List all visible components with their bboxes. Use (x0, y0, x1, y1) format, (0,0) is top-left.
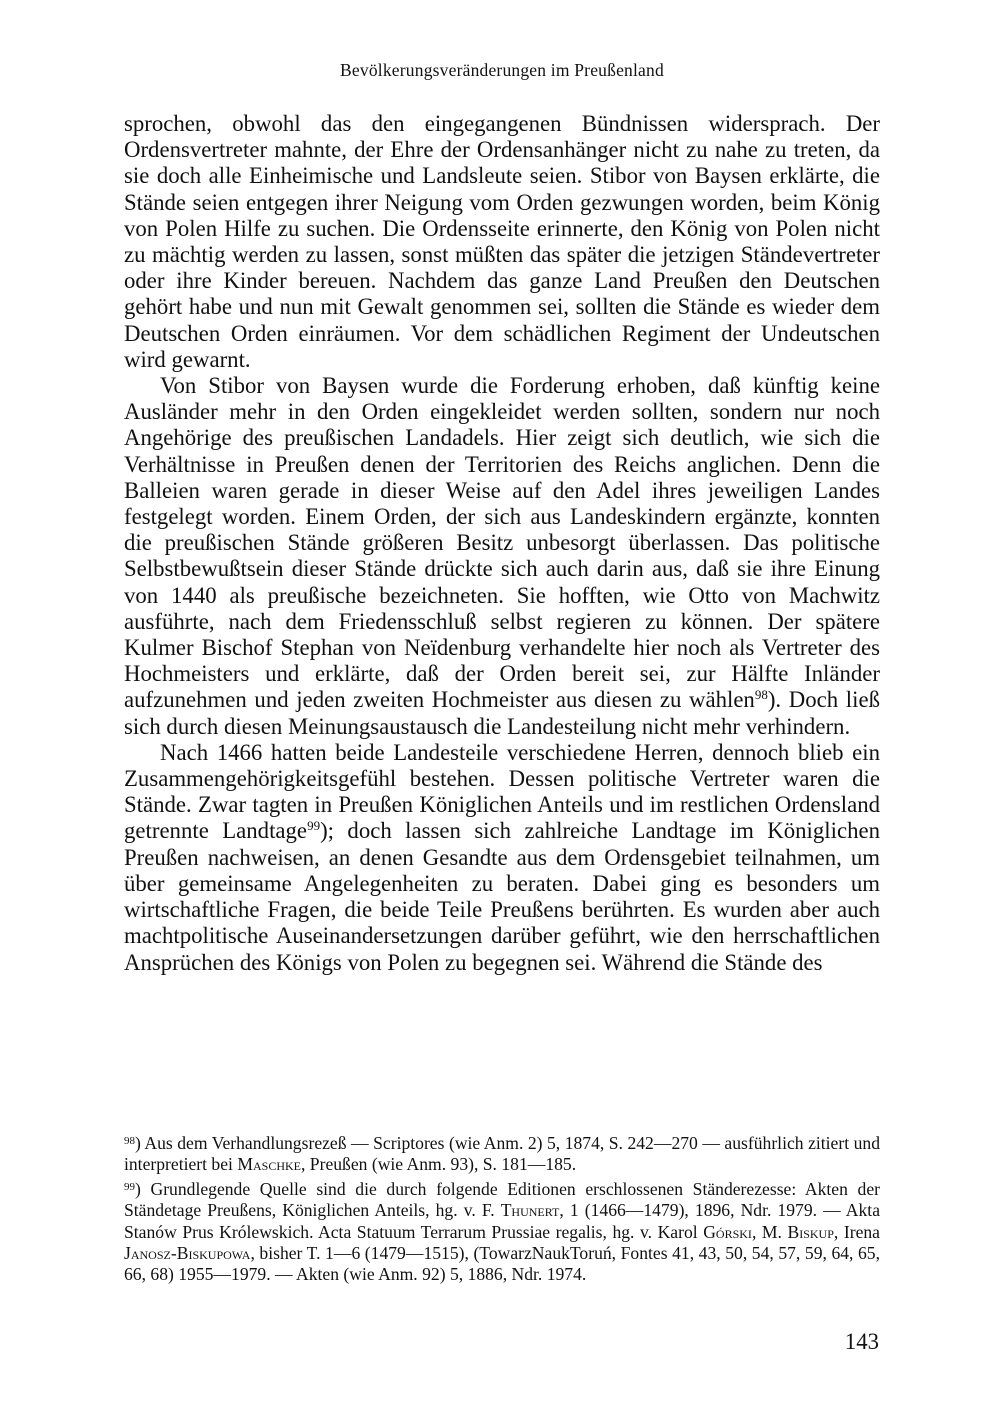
paragraph-1: sprochen, obwohl das den eingegangenen Bündnissen widersprach. Der Ordensvertreter mahnte, der Ehre der Ordensanhänger nicht zu nahe zu treten, da sie doch alle Einheimische und Landsleute seien. Stibor von Baysen erklärte, die Stände seien entgegen ihrer Neigung vom Orden gezwungen worden, beim König von Polen Hilfe zu suchen. Die Ordensseite erinnerte, den König von Polen nicht zu mächtig werden zu lassen, sonst müßten das später die jetzigen Ständevertreter oder ihre Kinder bereuen. Nachdem das ganze Land Preußen den Deutschen gehört habe und nun mit Gewalt genommen sei, sollten die Stände es wieder dem Deutschen Orden einräumen. Vor dem schädlichen Regiment der Undeutschen wird gewarnt. (124, 111, 880, 372)
footnote-99-text-c: , M. (751, 1221, 788, 1242)
footnotes (124, 1131, 880, 1287)
footnote-98-text-a: ) Aus dem Verhandlungsrezeß — Scriptores (wie Anm. 2) 5, 1874, S. 242—270 — ausführlich zitiert und interpretiert bei (124, 1133, 880, 1175)
page-number: 143 (844, 1329, 879, 1354)
paragraph-2-text-a: Von Stibor von Baysen wurde die Forderung erhoben, daß künftig keine Ausländer mehr in den Orden eingekleidet werden sollten, sondern nur noch Angehörige des preußischen Landadels. Hier zeigt sich deutlich, wie sich die Verhältnisse in Preußen denen der Territorien des Reichs anglichen. Denn die Balleien waren gerade in dieser Weise auf den Adel ihres jeweiligen Landes festgelegt worden. Einem Orden, der sich aus Landeskindern ergänzte, konnten die preußischen Stände größeren Besitz unbesorgt überlassen. Das politische Selbstbewußtsein dieser Stände drückte sich auch darin aus, daß sie ihre Einung von 1440 als preußische bezeichneten. Sie hofften, wie Otto von Machwitz ausführte, nach dem Friedensschluß selbst regieren zu können. Der spätere Kulmer Bischof Stephan von Neïdenburg verhandelte hier noch als Vertreter des Hochmeisters und erklärte, daß der Orden bereit sei, zur Hälfte Inländer aufzunehmen und jeden zweiten Hochmeister aus diesen zu wählen (124, 373, 880, 713)
footnote-ref-98[interactable]: 98 (754, 687, 768, 703)
paragraph-2-text-b: ). Doch ließ sich durch diesen Meinungsaustausch die Landesteilung nicht mehr verhindern. (124, 687, 880, 739)
footnote-98 (124, 1131, 880, 1176)
main-text (124, 111, 880, 976)
author-name-janosz-biskupowa: Janosz-Biskupowa (124, 1243, 251, 1264)
footnote-99-text-a: ) Grundlegende Quelle sind die durch folgende Editionen erschlossenen Ständerezesse: Akten der Ständetage Preußens, Königlichen Anteils, hg. v. F. (124, 1178, 880, 1221)
footnote-ref-99[interactable]: 99 (307, 818, 321, 834)
footnote-99-text-b: , 1 (1466—1479), 1896, Ndr. 1979. — Akta Stanów Prus Królewskich. Acta Statuum Terrarum Prussiae regalis, hg. v. Karol (124, 1200, 881, 1242)
author-name-maschke: Maschke (237, 1154, 301, 1175)
paragraph-3-text-b: ); doch lassen sich zahlreiche Landtage im Königlichen Preußen nachweisen, an denen Gesandte aus dem Ordensgebiet teilnahmen, um über gemeinsame Angelegenheiten zu beraten. Dabei ging es besonders um wirtschaftliche Fragen, die beide Teile Preußens berührten. Es wurden aber auch machtpolitische Auseinandersetzungen darüber geführt, wie den herrschaftlichen Ansprüchen des Königs von Polen zu begegnen sei. Während die Stände des (124, 818, 880, 975)
author-name-thunert: Thunert (500, 1200, 560, 1221)
footnote-marker-99: 99 (124, 1180, 135, 1193)
footnote-marker-98: 98 (124, 1135, 135, 1147)
author-name-biskup: Biskup (787, 1221, 834, 1242)
paragraph-2 (124, 373, 880, 740)
running-header: Bevölkerungsveränderungen im Preußenland (340, 60, 664, 80)
footnote-99-text-d: , Irena (833, 1221, 880, 1242)
footnote-98-text-b: , Preußen (wie Anm. 93), S. 181—185. (301, 1154, 577, 1175)
author-name-gorski: Górski (703, 1221, 752, 1242)
footnote-99-text-e: , bisher T. 1—6 (1479—1515), (TowarzNaukToruń, Fontes 41, 43, 50, 54, 57, 59, 64, 65, 66, 68) 1955—1979. — Akten (wie Anm. 92) 5, 1886, Ndr. 1974. (124, 1243, 880, 1285)
footnote-99 (124, 1177, 880, 1286)
paragraph-3-text-a: Nach 1466 hatten beide Landesteile verschiedene Herren, dennoch blieb ein Zusammengehörigkeitsgefühl bestehen. Dessen politische Vertreter waren die Stände. Zwar tagten in Preußen Königlichen Anteils und im restlichen Ordensland getrennte Landtage (124, 739, 880, 844)
paragraph-3 (124, 740, 880, 976)
